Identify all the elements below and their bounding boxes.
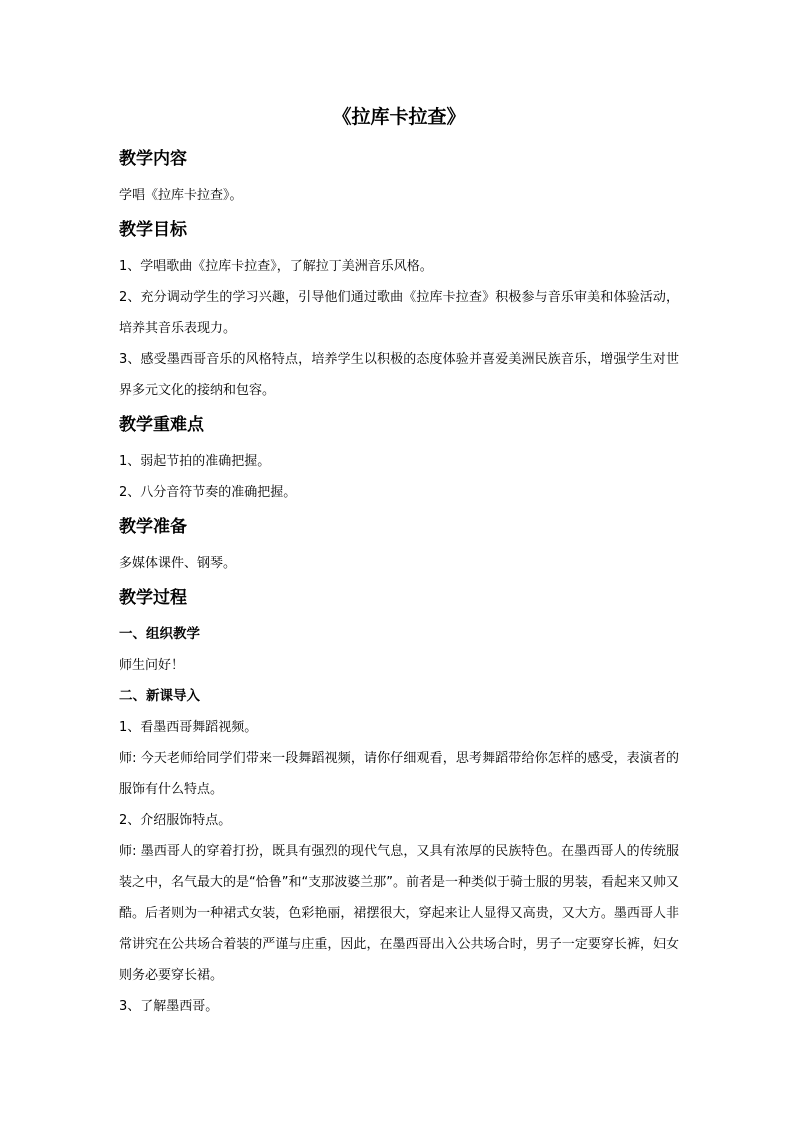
paragraph: 3、感受墨西哥音乐的风格特点，培养学生以积极的态度体验并喜爱美洲民族音乐，增强学生对世界多元文化的接纳和包容。 — [119, 352, 679, 398]
paragraph: 学唱《拉库卡拉查》。 — [119, 188, 243, 203]
paragraph: 1、看墨西哥舞蹈视频。 — [119, 720, 258, 735]
paragraph: 1、弱起节拍的准确把握。 — [119, 454, 271, 469]
paragraph: 师: 今天老师给同学们带来一段舞蹈视频，请你仔细观看，思考舞蹈带给你怎样的感受，表演者的服饰有什么特点。 — [119, 751, 679, 797]
heading-teaching-goals: 教学目标 — [119, 220, 187, 240]
subheading-organize: 一、组织教学 — [119, 626, 200, 642]
paragraph: 2、八分音符节奏的准确把握。 — [119, 485, 297, 500]
paragraph: 师生问好！ — [119, 658, 185, 673]
paragraph: 多媒体课件、钢琴。 — [119, 556, 237, 571]
subheading-introduction: 二、新课导入 — [119, 688, 200, 704]
heading-preparation: 教学准备 — [119, 517, 187, 537]
document-title: 《拉库卡拉查》 — [332, 106, 466, 128]
paragraph: 2、充分调动学生的学习兴趣，引导他们通过歌曲《拉库卡拉查》积极参与音乐审美和体验活动，培养其音乐表现力。 — [119, 290, 679, 336]
document-body — [119, 104, 679, 1028]
paragraph: 2、介绍服饰特点。 — [119, 813, 232, 828]
heading-key-difficulties: 教学重难点 — [119, 415, 204, 435]
heading-teaching-process: 教学过程 — [119, 588, 187, 608]
paragraph: 1、学唱歌曲《拉库卡拉查》，了解拉丁美洲音乐风格。 — [119, 259, 433, 274]
paragraph: 师: 墨西哥人的穿着打扮，既具有强烈的现代气息，又具有浓厚的民族特色。在墨西哥人的传统服装之中，名气最大的是“恰鲁”和“支那波婆兰那”。前者是一种类似于骑士服的男装，看起来又帅又酷。后者则为一种裙式女装，色彩艳丽，裙摆很大，穿起来让人显得又高贵，又大方。墨西哥人非常讲究在公共场合着装的严谨与庄重，因此，在墨西哥出入公共场合时，男子一定要穿长裤，妇女则务必要穿长裙。 — [119, 844, 679, 983]
heading-teaching-content: 教学内容 — [119, 149, 187, 169]
paragraph: 3、了解墨西哥。 — [119, 999, 219, 1014]
